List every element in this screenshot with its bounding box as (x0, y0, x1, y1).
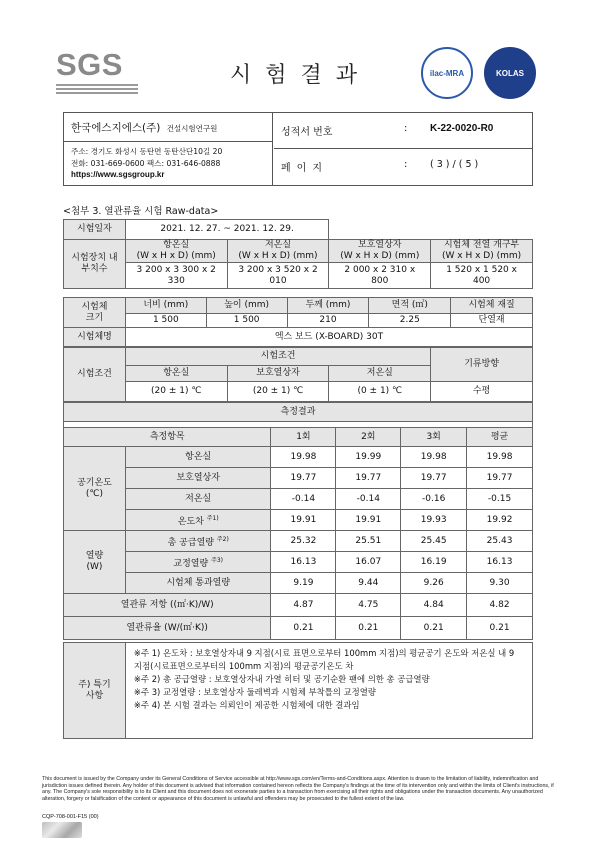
notes-table (63, 642, 533, 739)
company-website[interactable]: https://www.sgsgroup.kr (71, 170, 165, 179)
device-col-header (329, 240, 431, 263)
document-title: 시험결과 (230, 63, 372, 88)
specimen-value: 엑스 보드 (X-BOARD) 30T (125, 328, 532, 347)
test-condition-table (63, 347, 533, 402)
result-value: 16.19 (401, 552, 467, 573)
notes-label (64, 643, 126, 739)
device-unit: (W x H x D) (mm) (136, 251, 216, 261)
device-name: 보호열상자 (358, 240, 402, 250)
size-value: 2.25 (369, 314, 451, 328)
size-label (64, 298, 126, 328)
condition-value: (20 ± 1) ℃ (227, 382, 329, 402)
specimen-size-table (63, 297, 533, 347)
company-dept: 건설시험연구원 (166, 124, 218, 133)
result-value: 19.77 (401, 468, 467, 489)
footer-disclaimer: This document is issued by the Company under its General Conditions of Service accessible at http://www.sgs.com/en/Terms-and-Conditions.aspx. Attention is drawn to the limitation of liability, indemnification and jurisdiction issues defined therein. Any holder of this document is advised that information contained hereon reflects the Company's findings at the time of its intervention only and within the limits of Client's instructions, if any. The Company's sole responsibility is to its Client and this document does not exonerate parties to a transaction from exercising all their rights and obligations under the transaction documents. Any unauthorized alteration, forgery or falsification of the content or appearance of this document is unlawful and offenders may be prosecuted to the fullest extent of the law. (42, 776, 554, 802)
device-unit: (W x H x D) (mm) (238, 251, 318, 261)
test-info-table (63, 219, 533, 289)
item-header: 측정항목 (64, 428, 271, 447)
uvalue-value: 0.21 (401, 617, 467, 640)
device-col-header (227, 240, 329, 263)
run-header: 2회 (336, 428, 401, 447)
result-value: -0.14 (271, 489, 336, 510)
company-name-row (64, 113, 272, 142)
result-value: 9.19 (271, 573, 336, 594)
report-number-label: 성적서 번호 (281, 127, 333, 138)
device-label-text: 시험장치 내부치수 (71, 253, 118, 274)
colon: : (404, 159, 408, 170)
result-value: 16.07 (336, 552, 401, 573)
result-value: 19.91 (271, 510, 336, 531)
run-header: 1회 (271, 428, 336, 447)
result-value: 19.99 (336, 447, 401, 468)
result-value: 25.43 (467, 531, 533, 552)
test-date-label: 시험일자 (64, 220, 126, 240)
row-name: 항온실 (125, 447, 271, 468)
report-meta (274, 113, 532, 185)
row-name: 시험체 통과열량 (125, 573, 271, 594)
result-value: 25.51 (336, 531, 401, 552)
result-value: 9.26 (401, 573, 467, 594)
note-item: ※주 1) 온도차 : 보호열상자내 9 지점(시료 표면으로부터 100mm 지점)의 평균공기 온도와 저온실 내 9 지점(시료표면으로부터의 100mm 지점)의 평균공기온도 차 (133, 648, 515, 671)
result-value: 19.91 (336, 510, 401, 531)
notes-content (125, 643, 532, 739)
device-value: 3 200 x 3 300 x 2 330 (125, 263, 227, 289)
result-value: 19.77 (336, 468, 401, 489)
row-name (125, 531, 271, 552)
result-value: 19.77 (271, 468, 336, 489)
row-name-text: 총 공급열량 (167, 537, 214, 548)
resistance-value: 4.75 (336, 594, 401, 617)
run-header: 3회 (401, 428, 467, 447)
size-header: 너비 (mm) (125, 298, 206, 314)
result-value: 16.13 (271, 552, 336, 573)
condition-header: 시험조건 (125, 348, 430, 366)
result-value: 9.44 (336, 573, 401, 594)
condition-value: (20 ± 1) ℃ (125, 382, 227, 402)
page-label: 페이지 (281, 163, 328, 174)
device-label (64, 240, 126, 289)
note-item: ※주 4) 본 시험 결과는 의뢰인이 제공한 시험체에 대한 결과임 (133, 700, 360, 710)
result-value: 19.92 (467, 510, 533, 531)
flow-value: 수평 (431, 382, 533, 402)
result-value: 16.13 (467, 552, 533, 573)
result-value: 19.98 (271, 447, 336, 468)
size-header: 두께 (mm) (287, 298, 369, 314)
seal-text: ilac-MRA (429, 68, 465, 78)
resistance-value: 4.84 (401, 594, 467, 617)
device-name: 항온실 (163, 240, 190, 250)
company-address-block (64, 142, 272, 181)
logo-text: SGS (56, 47, 123, 82)
report-number-row (274, 113, 532, 149)
uvalue-value: 0.21 (336, 617, 401, 640)
heat-label-text: 열량 (W) (85, 551, 104, 572)
result-value: -0.15 (467, 489, 533, 510)
result-value: 9.30 (467, 573, 533, 594)
air-temp-label (64, 447, 126, 531)
row-name (125, 510, 271, 531)
company-contact: 전화: 031-669-0600 팩스: 031-646-0888 (71, 158, 221, 168)
size-header: 면적 (㎡) (369, 298, 451, 314)
company-address: 주소: 경기도 화성시 동탄면 동탄산단10길 20 (71, 147, 223, 156)
page-value: ( 3 ) / ( 5 ) (430, 159, 479, 170)
device-col-header (431, 240, 533, 263)
form-code: CQP-708-001-F15 (00) (42, 814, 99, 820)
report-number-value: K-22-0020-R0 (430, 123, 494, 134)
device-value: 2 000 x 2 310 x 800 (329, 263, 431, 289)
result-value: -0.14 (336, 489, 401, 510)
logo-bar (56, 88, 138, 90)
footnote-ref: 주2) (216, 535, 229, 543)
uvalue-label: 열관류율 (W/(㎡·K)) (64, 617, 271, 640)
result-value: 19.93 (401, 510, 467, 531)
condition-label: 시험조건 (64, 348, 126, 402)
resistance-value: 4.87 (271, 594, 336, 617)
company-name: 한국에스지에스(주) (71, 122, 161, 134)
size-value: 1 500 (206, 314, 287, 328)
row-name-text: 교정열량 (173, 558, 209, 569)
result-value: 19.77 (467, 468, 533, 489)
size-value: 1 500 (125, 314, 206, 328)
sgs-logo (56, 48, 138, 94)
logo-bar (56, 84, 138, 86)
uvalue-value: 0.21 (271, 617, 336, 640)
device-name: 저온실 (264, 240, 292, 250)
blank-cell (329, 220, 533, 240)
test-date-value: 2021. 12. 27. ~ 2021. 12. 29. (125, 220, 329, 240)
company-info (64, 113, 273, 185)
result-value: 19.98 (401, 447, 467, 468)
report-header-box (63, 112, 533, 186)
condition-col: 항온실 (125, 366, 227, 382)
flow-label: 기류방향 (431, 348, 533, 382)
device-value: 1 520 x 1 520 x 400 (431, 263, 533, 289)
heat-label (64, 531, 126, 594)
device-name: 시험체 전열 개구부 (443, 240, 520, 250)
kolas-seal-icon (484, 47, 536, 99)
air-temp-label-text: 공기온도 (℃) (77, 477, 112, 499)
device-unit: (W x H x D) (mm) (340, 251, 420, 261)
device-unit: (W x H x D) (mm) (442, 251, 522, 261)
uvalue-value: 0.21 (467, 617, 533, 640)
resistance-value: 4.82 (467, 594, 533, 617)
run-header: 평균 (467, 428, 533, 447)
condition-value: (0 ± 1) ℃ (329, 382, 431, 402)
size-value: 단열재 (451, 314, 533, 328)
colon: : (404, 123, 408, 134)
result-value: -0.16 (401, 489, 467, 510)
footnote-ref: 주3) (211, 556, 224, 564)
attachment-title: <첨부 3. 열관류율 시험 Raw-data> (63, 206, 219, 217)
condition-col: 저온실 (329, 366, 431, 382)
resistance-label: 열관류 저항 ((㎡·K)/W) (64, 594, 271, 617)
result-value: 19.98 (467, 447, 533, 468)
footnote-ref: 주1) (206, 514, 219, 522)
size-value: 210 (287, 314, 369, 328)
row-name: 보호열상자 (125, 468, 271, 489)
results-table (63, 402, 533, 640)
logo-bar (56, 92, 138, 94)
row-name: 저온실 (125, 489, 271, 510)
note-item: ※주 2) 총 공급열량 : 보호열상자내 가열 히터 및 공기순환 팬에 의한 총 공급열량 (133, 674, 430, 684)
result-value: 25.45 (401, 531, 467, 552)
note-item: ※주 3) 교정열량 : 보호열상자 둘레벽과 시험체 부착틀의 교정열량 (133, 687, 376, 697)
size-label-text: 시험체 크기 (81, 301, 108, 323)
device-col-header (125, 240, 227, 263)
size-header: 시험체 재질 (451, 298, 533, 314)
condition-col: 보호열상자 (227, 366, 329, 382)
hologram-sticker-icon (42, 822, 82, 838)
row-name (125, 552, 271, 573)
notes-label-text: 주) 특기 사항 (78, 679, 111, 701)
specimen-label: 시험체명 (64, 328, 126, 347)
results-section-title: 측정결과 (64, 403, 533, 422)
page-row (274, 149, 532, 185)
device-value: 3 200 x 3 520 x 2 010 (227, 263, 329, 289)
row-name-text: 온도차 (177, 516, 204, 527)
ilac-mra-seal-icon (421, 47, 473, 99)
size-header: 높이 (mm) (206, 298, 287, 314)
seal-text: KOLAS (496, 68, 524, 78)
result-value: 25.32 (271, 531, 336, 552)
